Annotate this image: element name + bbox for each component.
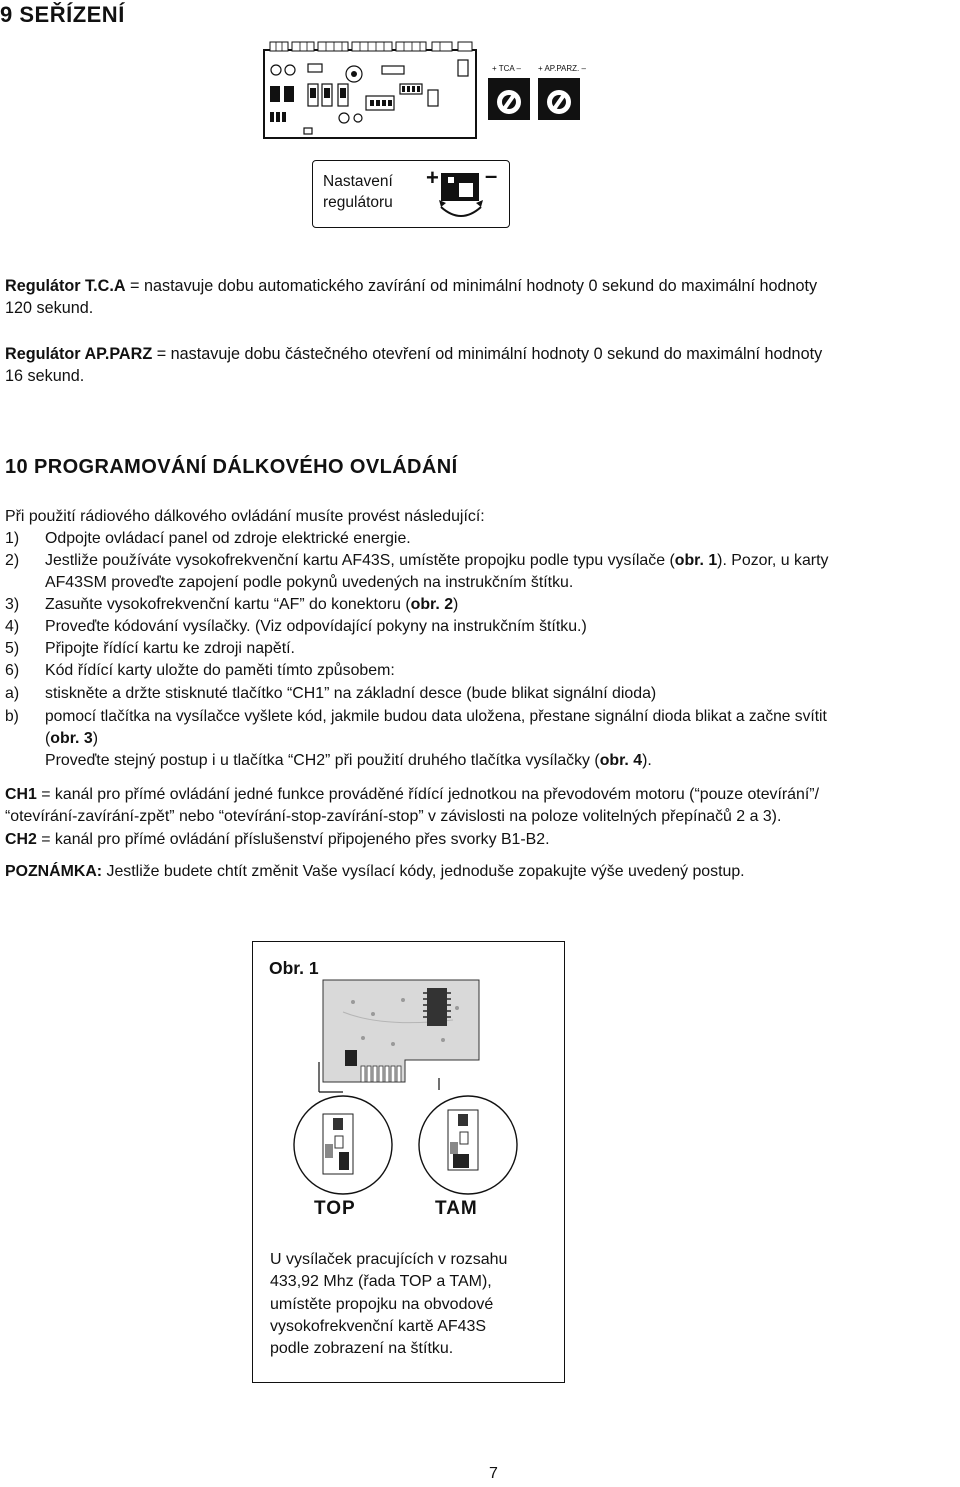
step-4: 4) Proveďte kódování vysílačky. (Viz odpovídající pokyny na instrukčním štítku.) <box>5 618 587 635</box>
section-heading-9: 9 SEŘÍZENÍ <box>0 2 125 27</box>
page-number: 7 <box>489 1465 498 1482</box>
adjustment-callout <box>312 160 510 228</box>
regulator-tca-text: = nastavuje dobu automatického zavírání od minimální hodnoty 0 sekund do maximální hodnoty <box>125 277 818 295</box>
radio-card-illustration <box>253 942 564 1242</box>
step-2: 2) Jestliže používáte vysokofrekvenční kartu AF43S, umístěte propojku podle typu vysílače (obr. 1). Pozor, u karty <box>5 552 829 569</box>
step-a: a) stiskněte a držte stisknuté tlačítko “CH1” na základní desce (bude blikat signální dioda) <box>5 685 657 702</box>
trimmers-group <box>486 62 590 124</box>
trimmer-adjust-icon <box>435 171 491 225</box>
step-b: b) pomocí tlačítka na vysílačce vyšlete kód, jakmile budou data uložena, přestane signální dioda blikat a začne svítit <box>5 708 827 725</box>
regulator-parz-label: Regulátor AP.PARZ <box>5 345 153 363</box>
ch1-description-continued: “otevírání-zavírání-zpět” nebo “otevírání-stop-zavírání-stop” v závislosti na poloze volitelných přepínačů 2 a 3). <box>5 808 782 825</box>
figure-1-caption: U vysílaček pracujících v rozsahu 433,92 Mhz (řada TOP a TAM), umístěte propojku na obvodové vysokofrekvenční kartě AF43S podle zobrazení na štítku. <box>270 1251 508 1358</box>
regulator-tca-label: Regulátor T.C.A <box>5 277 126 295</box>
section-heading-10: 10 PROGRAMOVÁNÍ DÁLKOVÉHO OVLÁDÁNÍ <box>5 456 458 478</box>
intro-text: Při použití rádiového dálkového ovládání musíte provést následující: <box>5 508 485 525</box>
regulator-parz-text-2: 16 sekund. <box>5 366 85 385</box>
regulator-parz-paragraph <box>5 344 822 387</box>
regulator-tca-text-2: 120 sekund. <box>5 298 94 317</box>
ch2-description: CH2 = kanál pro přímé ovládání příslušenství připojeného přes svorky B1-B2. <box>5 831 550 848</box>
note: POZNÁMKA: Jestliže budete chtít změnit Vaše vysílací kódy, jednoduše zopakujte výše uvedený postup. <box>5 863 745 880</box>
figure-1-title: Obr. 1 <box>269 958 319 978</box>
ch1-description: CH1 = kanál pro přímé ovládání jedné funkce prováděné řídící jednotkou na převodovém motoru (“pouze otevírání”/ <box>5 786 819 803</box>
callout-line-1: Nastavení <box>323 173 393 190</box>
tam-label: TAM <box>435 1198 478 1219</box>
parz-label: + AP.PARZ. – <box>538 64 586 73</box>
step-5: 5) Připojte řídící kartu ke zdroji napětí. <box>5 640 295 657</box>
figure-1-box <box>252 941 565 1383</box>
trimmer-pair <box>486 76 590 124</box>
step-ch2-note: Proveďte stejný postup i u tlačítka “CH2” při použití druhého tlačítka vysílačky (obr. 4). <box>45 752 652 769</box>
regulator-parz-text: = nastavuje dobu částečného otevření od minimální hodnoty 0 sekund do maximální hodnoty <box>152 345 823 363</box>
step-2-continued: AF43SM proveďte zapojení podle pokynů uvedených na instrukčním štítku. <box>45 574 574 591</box>
plus-sign: + <box>426 165 439 190</box>
step-3: 3) Zasuňte vysokofrekvenční kartu “AF” do konektoru (obr. 2) <box>5 596 459 613</box>
step-b-continued: (obr. 3) <box>45 730 98 747</box>
minus-sign: – <box>485 163 498 188</box>
step-6: 6) Kód řídící karty uložte do paměti tímto způsobem: <box>5 662 395 679</box>
top-label: TOP <box>314 1198 356 1219</box>
regulator-tca-paragraph <box>5 276 817 319</box>
step-1: 1) Odpojte ovládací panel od zdroje elektrické energie. <box>5 530 411 547</box>
tca-label: + TCA – <box>492 64 521 73</box>
callout-line-2: regulátoru <box>323 194 393 211</box>
